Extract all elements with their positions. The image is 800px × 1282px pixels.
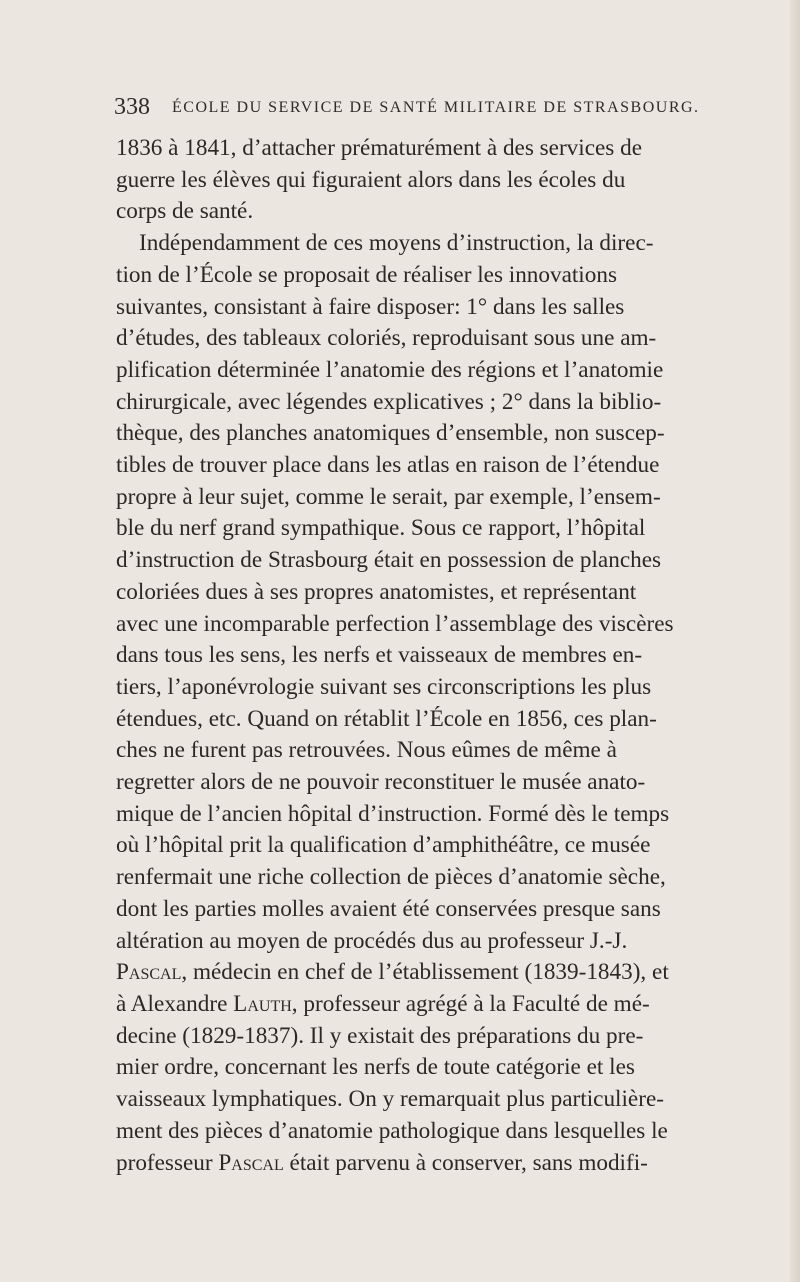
text-line-with-name: à Alexandre Lauth, professeur agrégé à la Faculté de mé- — [116, 990, 650, 1017]
small-caps-name: Pascal — [218, 1149, 284, 1176]
text-line: decine (1829-1837). Il y existait des préparations du pre- — [116, 1022, 644, 1049]
text-line: guerre les élèves qui figuraient alors dans les écoles du — [116, 166, 626, 193]
small-caps-name: Lauth — [233, 990, 292, 1017]
text-line-with-name: Pascal, médecin en chef de l’établissement (1839-1843), et — [116, 959, 669, 986]
text-line: dont les parties molles avaient été conservées presque sans — [116, 895, 661, 922]
text-line: 1836 à 1841, d’attacher prématurément à des services de — [116, 135, 643, 161]
text-line: avec une incomparable perfection l’assemblage des viscères — [116, 610, 674, 637]
text-line: ble du nerf grand sympathique. Sous ce rapport, l’hôpital — [116, 515, 646, 542]
text-line: regretter alors de ne pouvoir reconstituer le musée anato- — [116, 769, 646, 796]
text-line-with-name: professeur Pascal était parvenu à conserver, sans modifi- — [116, 1149, 648, 1176]
page-number: 338 — [114, 94, 150, 120]
text-line: tiers, l’aponévrologie suivant ses circonscriptions les plus — [116, 673, 652, 700]
text-line: propre à leur sujet, comme le serait, par exemple, l’ensem- — [116, 483, 661, 510]
text-line: d’instruction de Strasbourg était en possession de planches — [116, 547, 662, 574]
text-line: suivantes, consistant à faire disposer: 1° dans les salles — [116, 293, 625, 320]
text-line: tibles de trouver place dans les atlas en raison de l’étendue — [116, 452, 660, 479]
text-line: plification déterminée l’anatomie des régions et l’anatomie — [116, 356, 664, 383]
text-line: coloriées dues à ses propres anatomistes, et représentant — [116, 578, 637, 605]
body-text — [116, 133, 720, 1179]
text-line: vaisseaux lymphatiques. On y remarquait plus particulière- — [116, 1086, 664, 1113]
text-line: thèque, des planches anatomiques d’ensemble, non suscep- — [116, 420, 665, 447]
text-line: où l’hôpital prit la qualification d’amphithéâtre, ce musée — [116, 832, 651, 859]
page-edge — [790, 0, 800, 1282]
text-line: mique de l’ancien hôpital d’instruction. Formé dès le temps — [116, 800, 670, 827]
text-line: ment des pièces d’anatomie pathologique dans lesquelles le — [116, 1117, 668, 1144]
text-line: tion de l’École se proposait de réaliser les innovations — [116, 261, 617, 288]
text-line: altération au moyen de procédés dus au professeur J.-J. — [116, 927, 628, 954]
text-line: chirurgicale, avec légendes explicatives ; 2° dans la biblio- — [116, 388, 662, 415]
running-title: ÉCOLE DU SERVICE DE SANTÉ MILITAIRE DE STRASBOURG. — [172, 99, 700, 116]
text-line: dans tous les sens, les nerfs et vaisseaux de membres en- — [116, 642, 643, 669]
text-line: ches ne furent pas retrouvées. Nous eûmes de même à — [116, 737, 617, 764]
small-caps-name: Pascal — [116, 959, 182, 986]
text-line: d’études, des tableaux coloriés, reproduisant sous une am- — [116, 325, 657, 352]
text-line: corps de santé. — [116, 198, 254, 225]
page-header — [114, 92, 714, 122]
text-line: renfermait une riche collection de pièces d’anatomie sèche, — [116, 864, 666, 891]
text-line: Indépendamment de ces moyens d’instruction, la direc- — [139, 230, 654, 257]
text-line: étendues, etc. Quand on rétablit l’École en 1856, ces plan- — [116, 705, 657, 732]
text-line: mier ordre, concernant les nerfs de toute catégorie et les — [116, 1054, 635, 1081]
